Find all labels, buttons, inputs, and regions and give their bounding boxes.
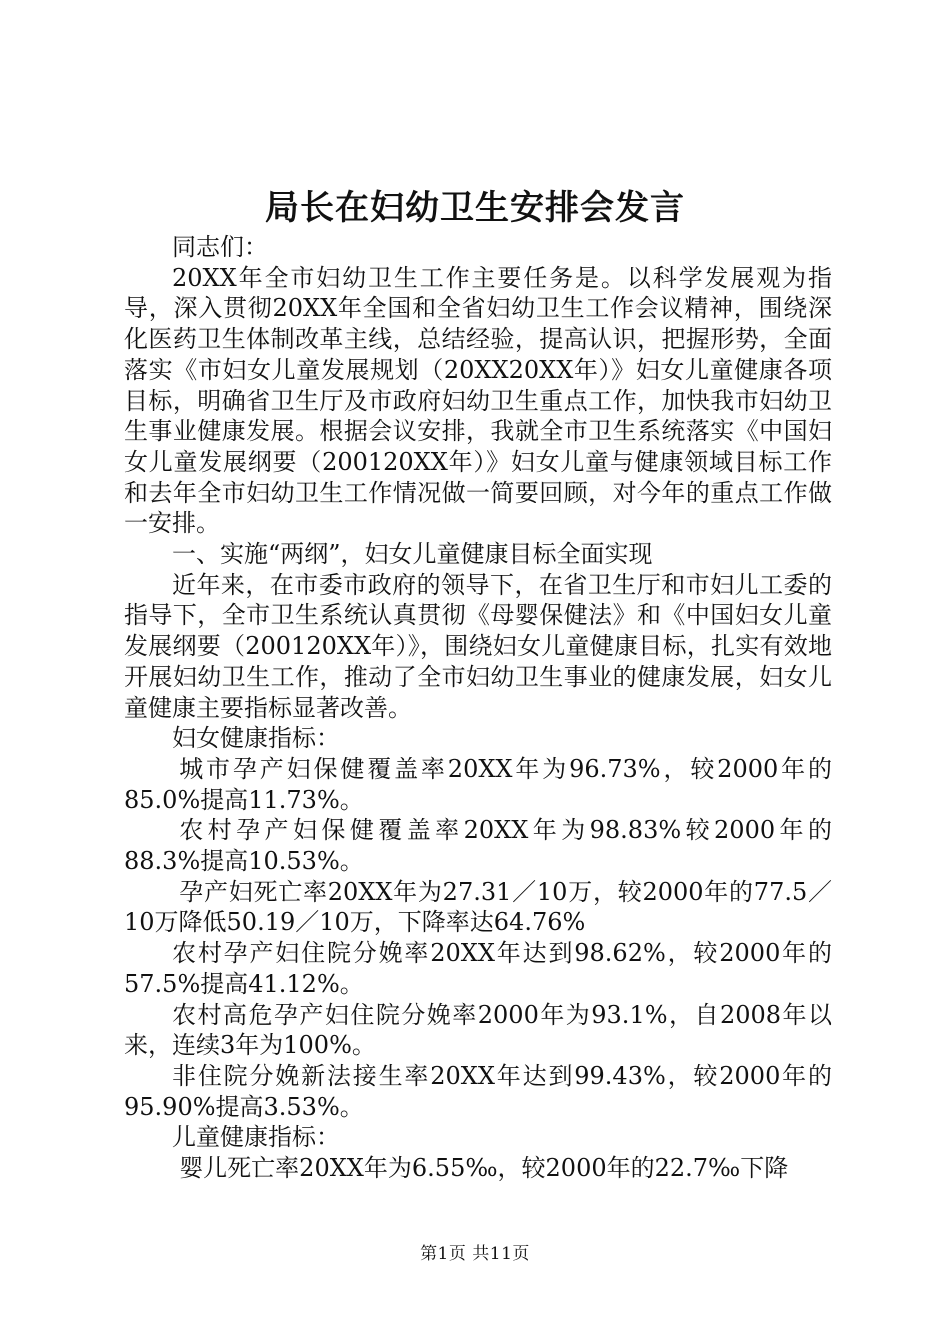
- indicator-rural-hospital-delivery: 农村孕产妇住院分娩率20XX年达到98.62%，较2000年的57.5%提高41.12%。: [124, 939, 832, 998]
- page-footer: 第1页 共11页: [420, 1244, 530, 1264]
- section-heading-1: 一、实施“两纲”，妇女儿童健康目标全面实现: [172, 540, 653, 569]
- indicator-high-risk-delivery: 农村高危孕产妇住院分娩率2000年为93.1%，自2008年以来，连续3年为100%。: [124, 1000, 832, 1060]
- document-title: 局长在妇幼卫生安排会发言: [265, 188, 685, 228]
- paragraph-overview: 近年来，在市委市政府的领导下，在省卫生厅和市妇儿工委的指导下，全市卫生系统认真贯彻《母婴保健法》和《中国妇女儿童发展纲要（200120XX年）》，围绕妇女儿童健康目标，扎实有效地开展妇幼卫生工作，推动了全市妇幼卫生事业的健康发展，妇女儿童健康主要指标显著改善。: [124, 570, 832, 722]
- indicator-urban-coverage: 城市孕产妇保健覆盖率20XX年为96.73%，较2000年的85.0%提高11.73%。: [124, 754, 832, 814]
- paragraph-intro: 20XX年全市妇幼卫生工作主要任务是。以科学发展观为指导，深入贯彻20XX年全国和全省妇幼卫生工作会议精神，围绕深化医药卫生体制改革主线，总结经验，提高认识，把握形势，全面落实《市妇女儿童发展规划（20XX20XX年）》妇女儿童健康各项目标，明确省卫生厅及市政府妇幼卫生重点工作，加快我市妇幼卫生事业健康发展。根据会议安排，我就全市卫生系统落实《中国妇女儿童发展纲要（200120XX年）》妇女儿童与健康领域目标工作和去年全市妇幼卫生工作情况做一简要回顾，对今年的重点工作做一安排。: [124, 263, 832, 538]
- subheading-women-health: 妇女健康指标：: [172, 724, 340, 753]
- subheading-child-health: 儿童健康指标：: [172, 1123, 340, 1152]
- indicator-infant-mortality: 婴儿死亡率20XX年为6.55‰，较2000年的22.7‰下降: [179, 1154, 789, 1183]
- paragraph-salutation: 同志们：: [172, 233, 268, 261]
- indicator-rural-coverage: 农村孕产妇保健覆盖率20XX年为98.83%较2000年的88.3%提高10.53%。: [124, 816, 832, 876]
- indicator-new-method-delivery: 非住院分娩新法接生率20XX年达到99.43%，较2000年的95.90%提高3.53%。: [124, 1061, 832, 1121]
- document-body: [124, 232, 832, 1184]
- indicator-maternal-mortality: 孕产妇死亡率20XX年为27.31／10万，较2000年的77.5／10万降低50.19／10万，下降率达64.76%: [124, 877, 832, 937]
